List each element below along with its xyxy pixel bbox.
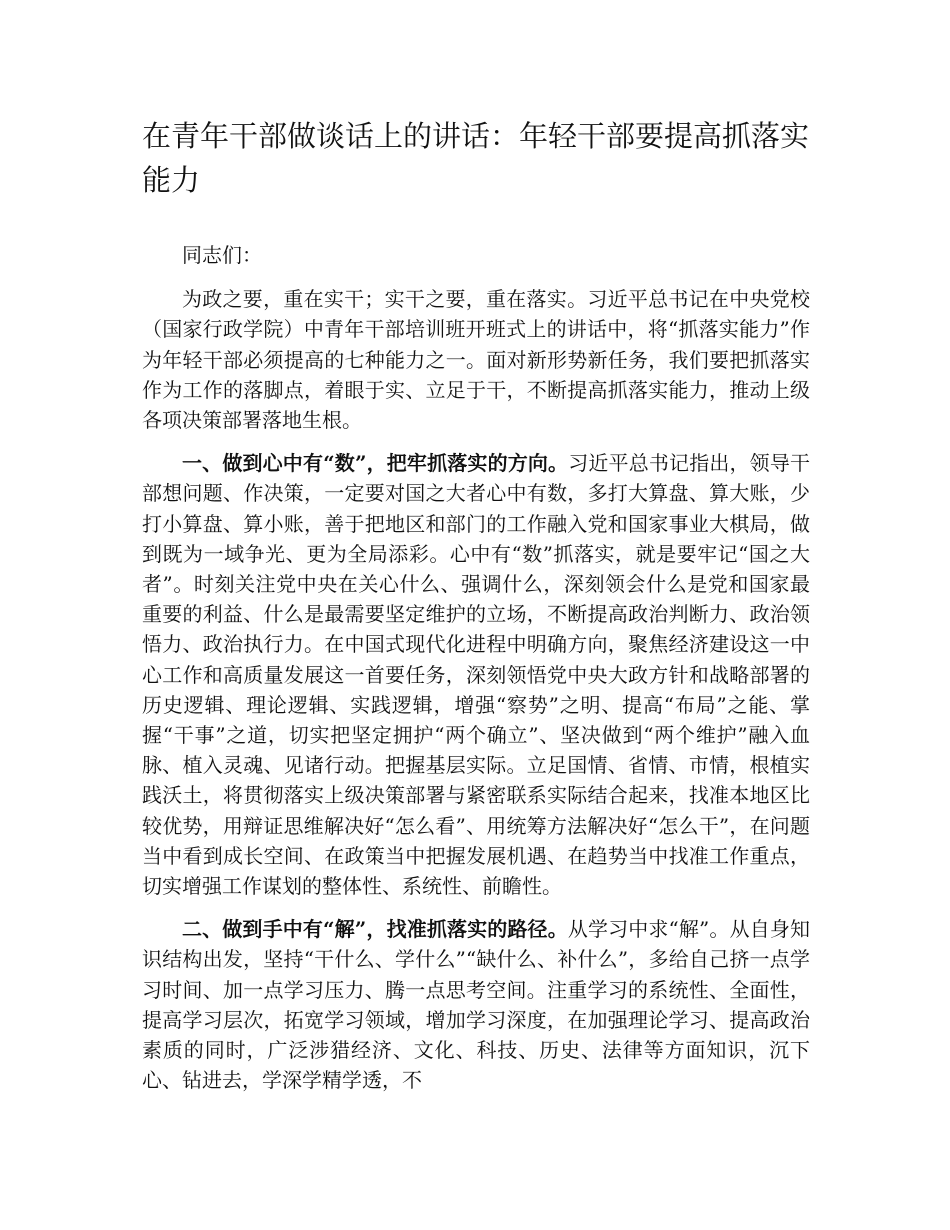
document-title: 在青年干部做谈话上的讲话：年轻干部要提高抓落实能力: [142, 119, 810, 197]
section-paragraph: [142, 448, 810, 901]
section-heading: 一、做到心中有“数”，把牢抓落实的方向。: [182, 451, 569, 476]
document-body: [142, 240, 810, 1108]
section-paragraph: [142, 914, 810, 1095]
intro-paragraph: 为政之要，重在实干；实干之要，重在落实。习近平总书记在中央党校（国家行政学院）中青年干部培训班开班式上的讲话中，将“抓落实能力”作为年轻干部必须提高的七种能力之一。面对新形势新任务，我们要把抓落实作为工作的落脚点，着眼于实、立足于干，不断提高抓落实能力，推动上级各项决策部署落地生根。: [142, 287, 810, 433]
section-heading: 二、做到手中有“解”，找准抓落实的路径。: [182, 917, 568, 942]
greeting: 同志们：: [182, 243, 262, 267]
section-text: 从学习中求“解”。从自身知识结构出发，坚持“干什么、学什么”“缺什么、补什么”，多给自己挤一点学习时间、加一点学习压力、腾一点思考空间。注重学习的系统性、全面性，提高学习层次，拓宽学习领域，增加学习深度，在加强理论学习、提高政治素质的同时，广泛涉猎经济、文化、科技、历史、法律等方面知识，沉下心、钻进去，学深学精学透，不: [142, 917, 810, 1093]
section-text: 习近平总书记指出，领导干部想问题、作决策，一定要对国之大者心中有数，多打大算盘、算大账，少打小算盘、算小账，善于把地区和部门的工作融入党和国家事业大棋局，做到既为一域争光、更为全局添彩。心中有“数”抓落实，就是要牢记“国之大者”。时刻关注党中央在关心什么、强调什么，深刻领会什么是党和国家最重要的利益、什么是最需要坚定维护的立场，不断提高政治判断力、政治领悟力、政治执行力。在中国式现代化进程中明确方向，聚焦经济建设这一中心工作和高质量发展这一首要任务，深刻领悟党中央大政方针和战略部署的历史逻辑、理论逻辑、实践逻辑，增强“察势”之明、提高“布局”之能、掌握“干事”之道，切实把坚定拥护“两个确立”、坚决做到“两个维护”融入血脉、植入灵魂、见诸行动。把握基层实际。立足国情、省情、市情，根植实践沃土，将贯彻落实上级决策部署与紧密联系实际结合起来，找准本地区比较优势，用辩证思维解决好“怎么看”、用统筹方法解决好“怎么干”，在问题当中看到成长空间、在政策当中把握发展机遇、在趋势当中找准工作重点，切实增强工作谋划的整体性、系统性、前瞻性。: [142, 451, 811, 899]
